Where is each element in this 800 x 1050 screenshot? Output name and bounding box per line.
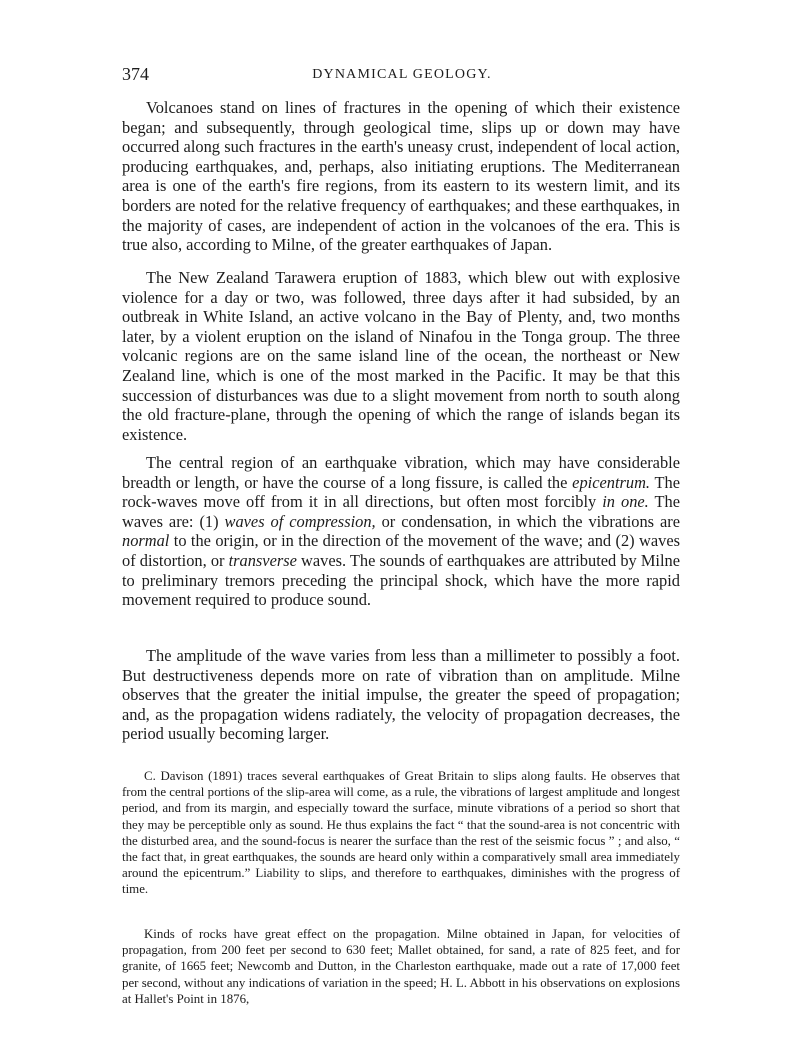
small-print-notes xyxy=(122,768,680,1007)
paragraph-text: The rock-waves move off from it in all directions, but often most forcibly xyxy=(122,472,680,512)
running-title: DYNAMICAL GEOLOGY. xyxy=(312,67,492,82)
paragraph-text: The waves are: (1) xyxy=(122,492,680,531)
note-rock-kinds: Kinds of rocks have great effect on the propagation. Milne obtained in Japan, for velocities of propagation, from 200 feet per second to 630 feet; Mallet obtained, for sand, a rate of 825 feet, and for granite, of 1665 feet; Newcomb and Dutton, in the Charleston earthquake, made out a rate of 17,000 feet per second, without any indications of variation in the speed; H. L. Abbott in his observations on explosions at Hallet's Point in 1876, xyxy=(122,927,680,1006)
paragraph-volcanoes-fractures: Volcanoes stand on lines of fractures in the opening of which their existence began; and subsequently, through geological time, slips up or down may have occurred along such fractures in the earth's uneasy crust, independent of local action, producing earthquakes, and, perhaps, also initiating eruptions. The Mediterranean area is one of the earth's fire regions, from its eastern to its western limit, and its borders are noted for the relative frequency of earthquakes; and these earthquakes, in the majority of cases, are independent of action in the volcanoes of the era. This is true also, according to Milne, of the greater earthquakes of Japan. xyxy=(122,98,680,255)
paragraph-text: or condensation, in which the vibrations are xyxy=(375,511,680,531)
paragraph-amplitude: The amplitude of the wave varies from less than a millimeter to possibly a foot. But destructiveness depends more on rate of vibration than on amplitude. Milne observes that the greater the initial impulse, the greater the speed of propagation; and, as the propagation widens radiately, the velocity of propagation decreases, the period usually becoming larger. xyxy=(122,646,680,744)
main-text xyxy=(122,98,680,744)
paragraph-text: to the origin, or in the direction of the movement of the wave; and (2) waves of distortion, or xyxy=(122,531,680,570)
italic-term-epicentrum: epicentrum. xyxy=(572,472,651,492)
paragraph-epicentrum xyxy=(122,453,680,646)
page-header xyxy=(122,64,682,88)
paragraph-tarawera-eruption: The New Zealand Tarawera eruption of 1883, which blew out with explosive violence for a day or two, was followed, three days after it had subsided, by an outbreak in White Island, an active volcano in the Bay of Plenty, and, two months later, by a violent eruption on the island of Ninafou in the Tonga group. The three volcanic regions are on the same island line of the ocean, the northeast or New Zealand line, which is one of the most marked in the Pacific. It may be that this succession of disturbances was due to a slight movement from north to south along the old fracture-plane, through the opening of which the range of islands began its existence. xyxy=(122,268,680,444)
italic-term-in-one: in one. xyxy=(602,492,649,512)
paragraph-text: waves. The sounds of earthquakes are attributed by Milne to preliminary tremors preceding the principal shock, which have the more rapid movement required to produce sound. xyxy=(122,550,681,610)
italic-term-normal: normal xyxy=(122,531,170,551)
note-davison: C. Davison (1891) traces several earthquakes of Great Britain to slips along faults. He observes that from the central portions of the slip-area will come, as a rule, the vibrations of largest amplitude and longest period, and from its margin, and especially toward the surface, minute vibrations of a period so short that they may be perceptible only as sound. He thus explains the fact “ that the sound-area is not concentric with the disturbed area, and the sound-focus is nearer the surface than the rest of the seismic focus ” ; and also, “ the fact that, in great earthquakes, the sounds are heard only within a comparatively small area immediately around the epicentrum.” Liability to slips, and therefore to earthquakes, diminishes with the progress of time. xyxy=(122,769,680,897)
italic-term-transverse: transverse xyxy=(228,550,297,570)
paragraph-text: The central region of an earthquake vibration, which may have considerable breadth or length, or have the course of a long fissure, is called the xyxy=(122,453,680,492)
italic-term-waves-of-compression: waves of compression, xyxy=(224,511,376,531)
page-number: 374 xyxy=(122,64,149,84)
